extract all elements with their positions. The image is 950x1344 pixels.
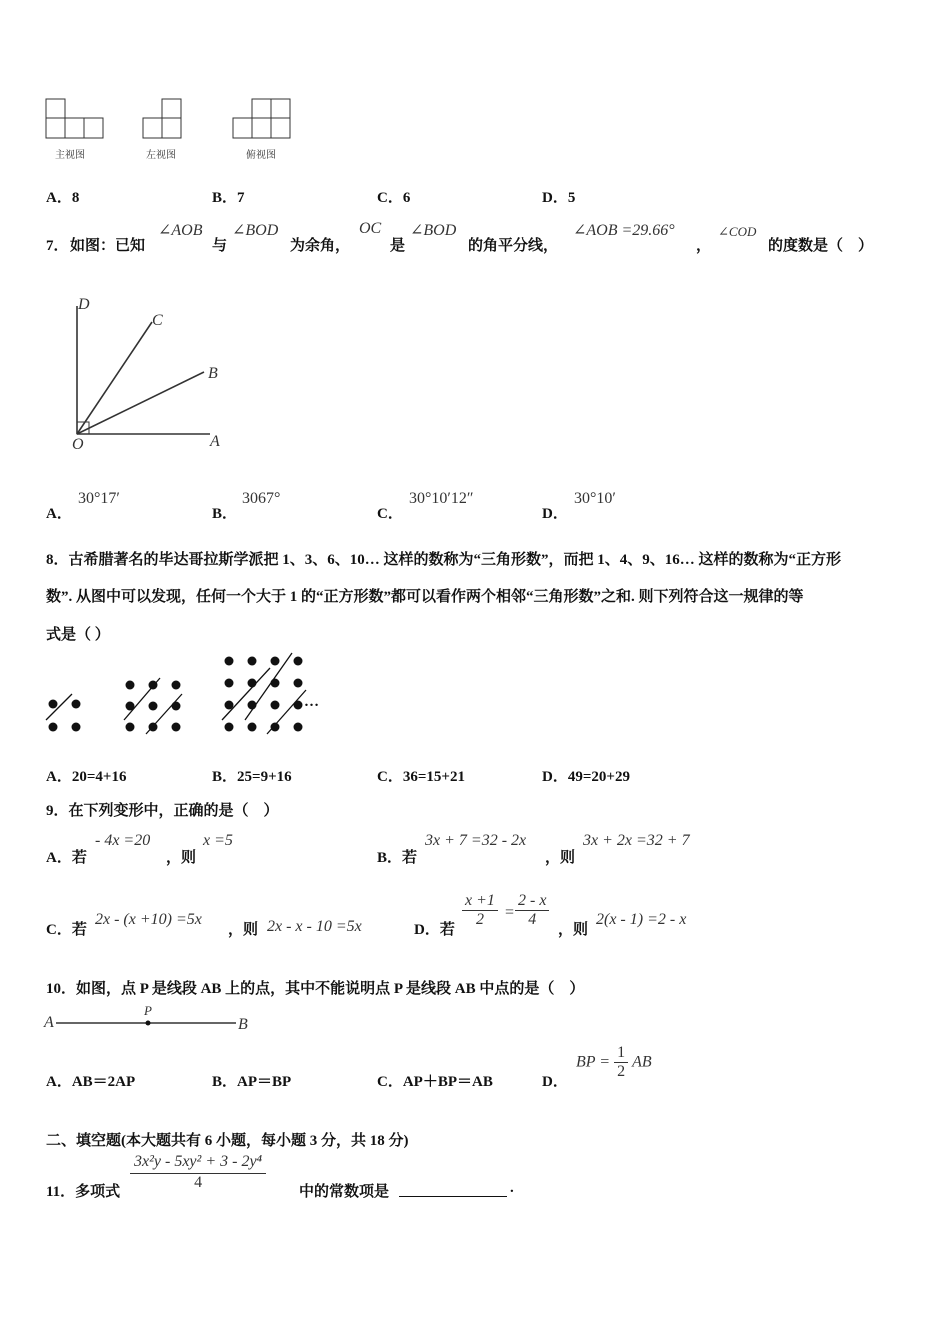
q8-line-1: 8．古希腊著名的毕达哥拉斯学派把 1、3、6、10… 这样的数称为“三角形数”，而把 1、4、9、16… 这样的数称为“正方形	[46, 552, 842, 568]
q9-a-label[interactable]: A．若	[46, 850, 87, 866]
segment-label-a: A	[44, 1014, 54, 1031]
q7-math-bod-2: ∠BOD	[410, 222, 457, 239]
option-label: C．	[377, 1074, 403, 1090]
q7-option-b-label[interactable]: B．	[212, 506, 238, 522]
q7-option-a-value: 30°17′	[78, 490, 120, 507]
option-label: B．	[212, 769, 238, 785]
q9-d-fraction-2	[515, 892, 549, 929]
q9-d-equals: =	[505, 904, 515, 921]
section-title: 二、填空题(本大题共有 6 小题，每小题 3 分，共 18 分)	[46, 1133, 409, 1149]
q7-text-5: 的角平分线，	[468, 238, 559, 254]
math-lhs: BP =	[576, 1053, 611, 1071]
q7-option-d-value: 30°10′	[574, 490, 616, 507]
main-view-label: 主视图	[55, 150, 85, 161]
q7-math-cod: ∠COD	[718, 224, 757, 239]
q7-number: 7．	[46, 238, 69, 254]
fig-label-c: C	[152, 312, 163, 329]
q8-line-3: 式是（ ）	[46, 627, 110, 643]
q9-d-fraction-1	[462, 892, 498, 929]
q9-c-math-2: 2x - x - 10 =5x	[267, 918, 362, 935]
top-view-label: 俯视图	[246, 150, 276, 161]
dot-ellipsis: …	[304, 694, 319, 710]
q8-line-2: 数”. 从图中可以发现，任何一个大于 1 的“正方形数”都可以看作两个相邻“三角形数”之和. 则下列符合这一规律的等	[46, 589, 804, 605]
q11-end: .	[510, 1180, 514, 1196]
q8-option-b[interactable]	[212, 765, 292, 786]
option-label: A．	[46, 1074, 72, 1090]
q6-option-c[interactable]	[377, 186, 410, 207]
q7-option-c-label[interactable]: C．	[377, 506, 403, 522]
fraction-numerator: x +1	[462, 892, 498, 911]
q9-c-label[interactable]: C．若	[46, 922, 87, 938]
fraction-numerator: 3x²y - 5xy² + 3 - 2y⁴	[130, 1153, 266, 1174]
q7-text-1: 如图：已知	[70, 238, 146, 254]
q7-text-4: 是	[390, 238, 406, 254]
q7-text-2: 与	[212, 238, 228, 254]
option-label: A．	[46, 190, 72, 206]
q8-option-c[interactable]	[377, 765, 465, 786]
fraction-denominator: 2	[617, 1063, 626, 1080]
option-value: 7	[237, 190, 245, 206]
q7-option-d-label[interactable]: D．	[542, 506, 568, 522]
answer-blank[interactable]	[399, 1178, 507, 1197]
option-value: AP＋BP＝AB	[402, 1074, 493, 1090]
q9-stem: 9．在下列变形中，正确的是（ ）	[46, 803, 279, 819]
option-value: 49=20+29	[567, 769, 630, 785]
option-label: C．	[377, 190, 403, 206]
option-value: AB＝2AP	[71, 1074, 136, 1090]
q7-text-6: ，	[696, 238, 712, 254]
q7-option-a-label[interactable]: A．	[46, 506, 72, 522]
option-label: C．	[377, 769, 403, 785]
q8-option-d[interactable]	[542, 765, 630, 786]
q6-option-a[interactable]	[46, 186, 79, 207]
q9-b-label[interactable]: B．若	[377, 850, 418, 866]
q7-math-aob: ∠AOB	[158, 222, 203, 239]
option-value: 6	[402, 190, 411, 206]
q11-after: 中的常数项是	[299, 1184, 390, 1200]
q9-b-mid: ，则	[545, 850, 576, 866]
option-value: 8	[71, 190, 80, 206]
q7-option-b-value: 3067°	[242, 490, 281, 507]
q8-option-a[interactable]	[46, 765, 126, 786]
q9-d-mid: ，则	[558, 922, 589, 938]
math-rhs: AB	[632, 1053, 652, 1071]
fraction-denominator: 4	[194, 1174, 203, 1191]
q10-stem: 10．如图，点 P 是线段 AB 上的点，其中不能说明点 P 是线段 AB 中点的是（ ）	[46, 981, 585, 997]
q9-b-math-1: 3x + 7 =32 - 2x	[425, 832, 527, 849]
q7-math-oc: OC	[359, 220, 382, 237]
fraction-denominator: 4	[528, 911, 537, 928]
option-value: 25=9+16	[237, 769, 292, 785]
option-label: A．	[46, 769, 72, 785]
q7-text-3: 为余角，	[290, 238, 351, 254]
q11-fraction	[130, 1153, 266, 1192]
q9-c-mid: ，则	[228, 922, 259, 938]
option-label: B．	[212, 190, 238, 206]
q10-option-b[interactable]	[212, 1070, 291, 1091]
segment-label-p: P	[144, 1003, 152, 1018]
q9-c-math-1: 2x - (x +10) =5x	[95, 911, 202, 928]
q7-math-bod: ∠BOD	[232, 222, 279, 239]
option-value: 5	[567, 190, 576, 206]
q7-text-7: 的度数是（ ）	[768, 238, 874, 254]
option-label: B．	[212, 1074, 238, 1090]
fraction-numerator: 2 - x	[515, 892, 549, 911]
q9-a-mid: ，则	[166, 850, 197, 866]
option-value: 20=4+16	[71, 769, 127, 785]
q10-option-c[interactable]	[377, 1070, 493, 1091]
q9-a-math-1: - 4x =20	[95, 832, 151, 849]
q6-option-b[interactable]	[212, 186, 245, 207]
option-value: 36=15+21	[402, 769, 465, 785]
fig-label-a: A	[210, 433, 220, 450]
fig-label-d: D	[78, 296, 90, 313]
q10-option-d-label[interactable]: D．	[542, 1074, 568, 1090]
fraction-denominator: 2	[475, 911, 484, 928]
fraction-numerator: 1	[614, 1044, 628, 1063]
q6-option-d[interactable]	[542, 186, 575, 207]
dot-pattern-figure	[40, 650, 320, 742]
q7-math-aob-value: ∠AOB =29.66°	[573, 222, 675, 239]
segment-label-b: B	[238, 1016, 248, 1033]
q9-d-label[interactable]: D．若	[414, 922, 455, 938]
option-value: AP＝BP	[237, 1074, 292, 1090]
q10-option-a[interactable]	[46, 1070, 135, 1091]
fig-label-o: O	[72, 436, 84, 453]
q9-d-math-2: 2(x - 1) =2 - x	[596, 911, 687, 928]
q7-option-c-value: 30°10′12″	[409, 490, 474, 507]
option-label: D．	[542, 769, 568, 785]
q10-option-d-math	[576, 1044, 652, 1081]
q11-number: 11．多项式	[46, 1184, 121, 1200]
option-label: D．	[542, 190, 568, 206]
left-view-label: 左视图	[146, 150, 176, 161]
fig-label-b: B	[208, 365, 218, 382]
q9-b-math-2: 3x + 2x =32 + 7	[583, 832, 690, 849]
q9-a-math-2: x =5	[203, 832, 233, 849]
